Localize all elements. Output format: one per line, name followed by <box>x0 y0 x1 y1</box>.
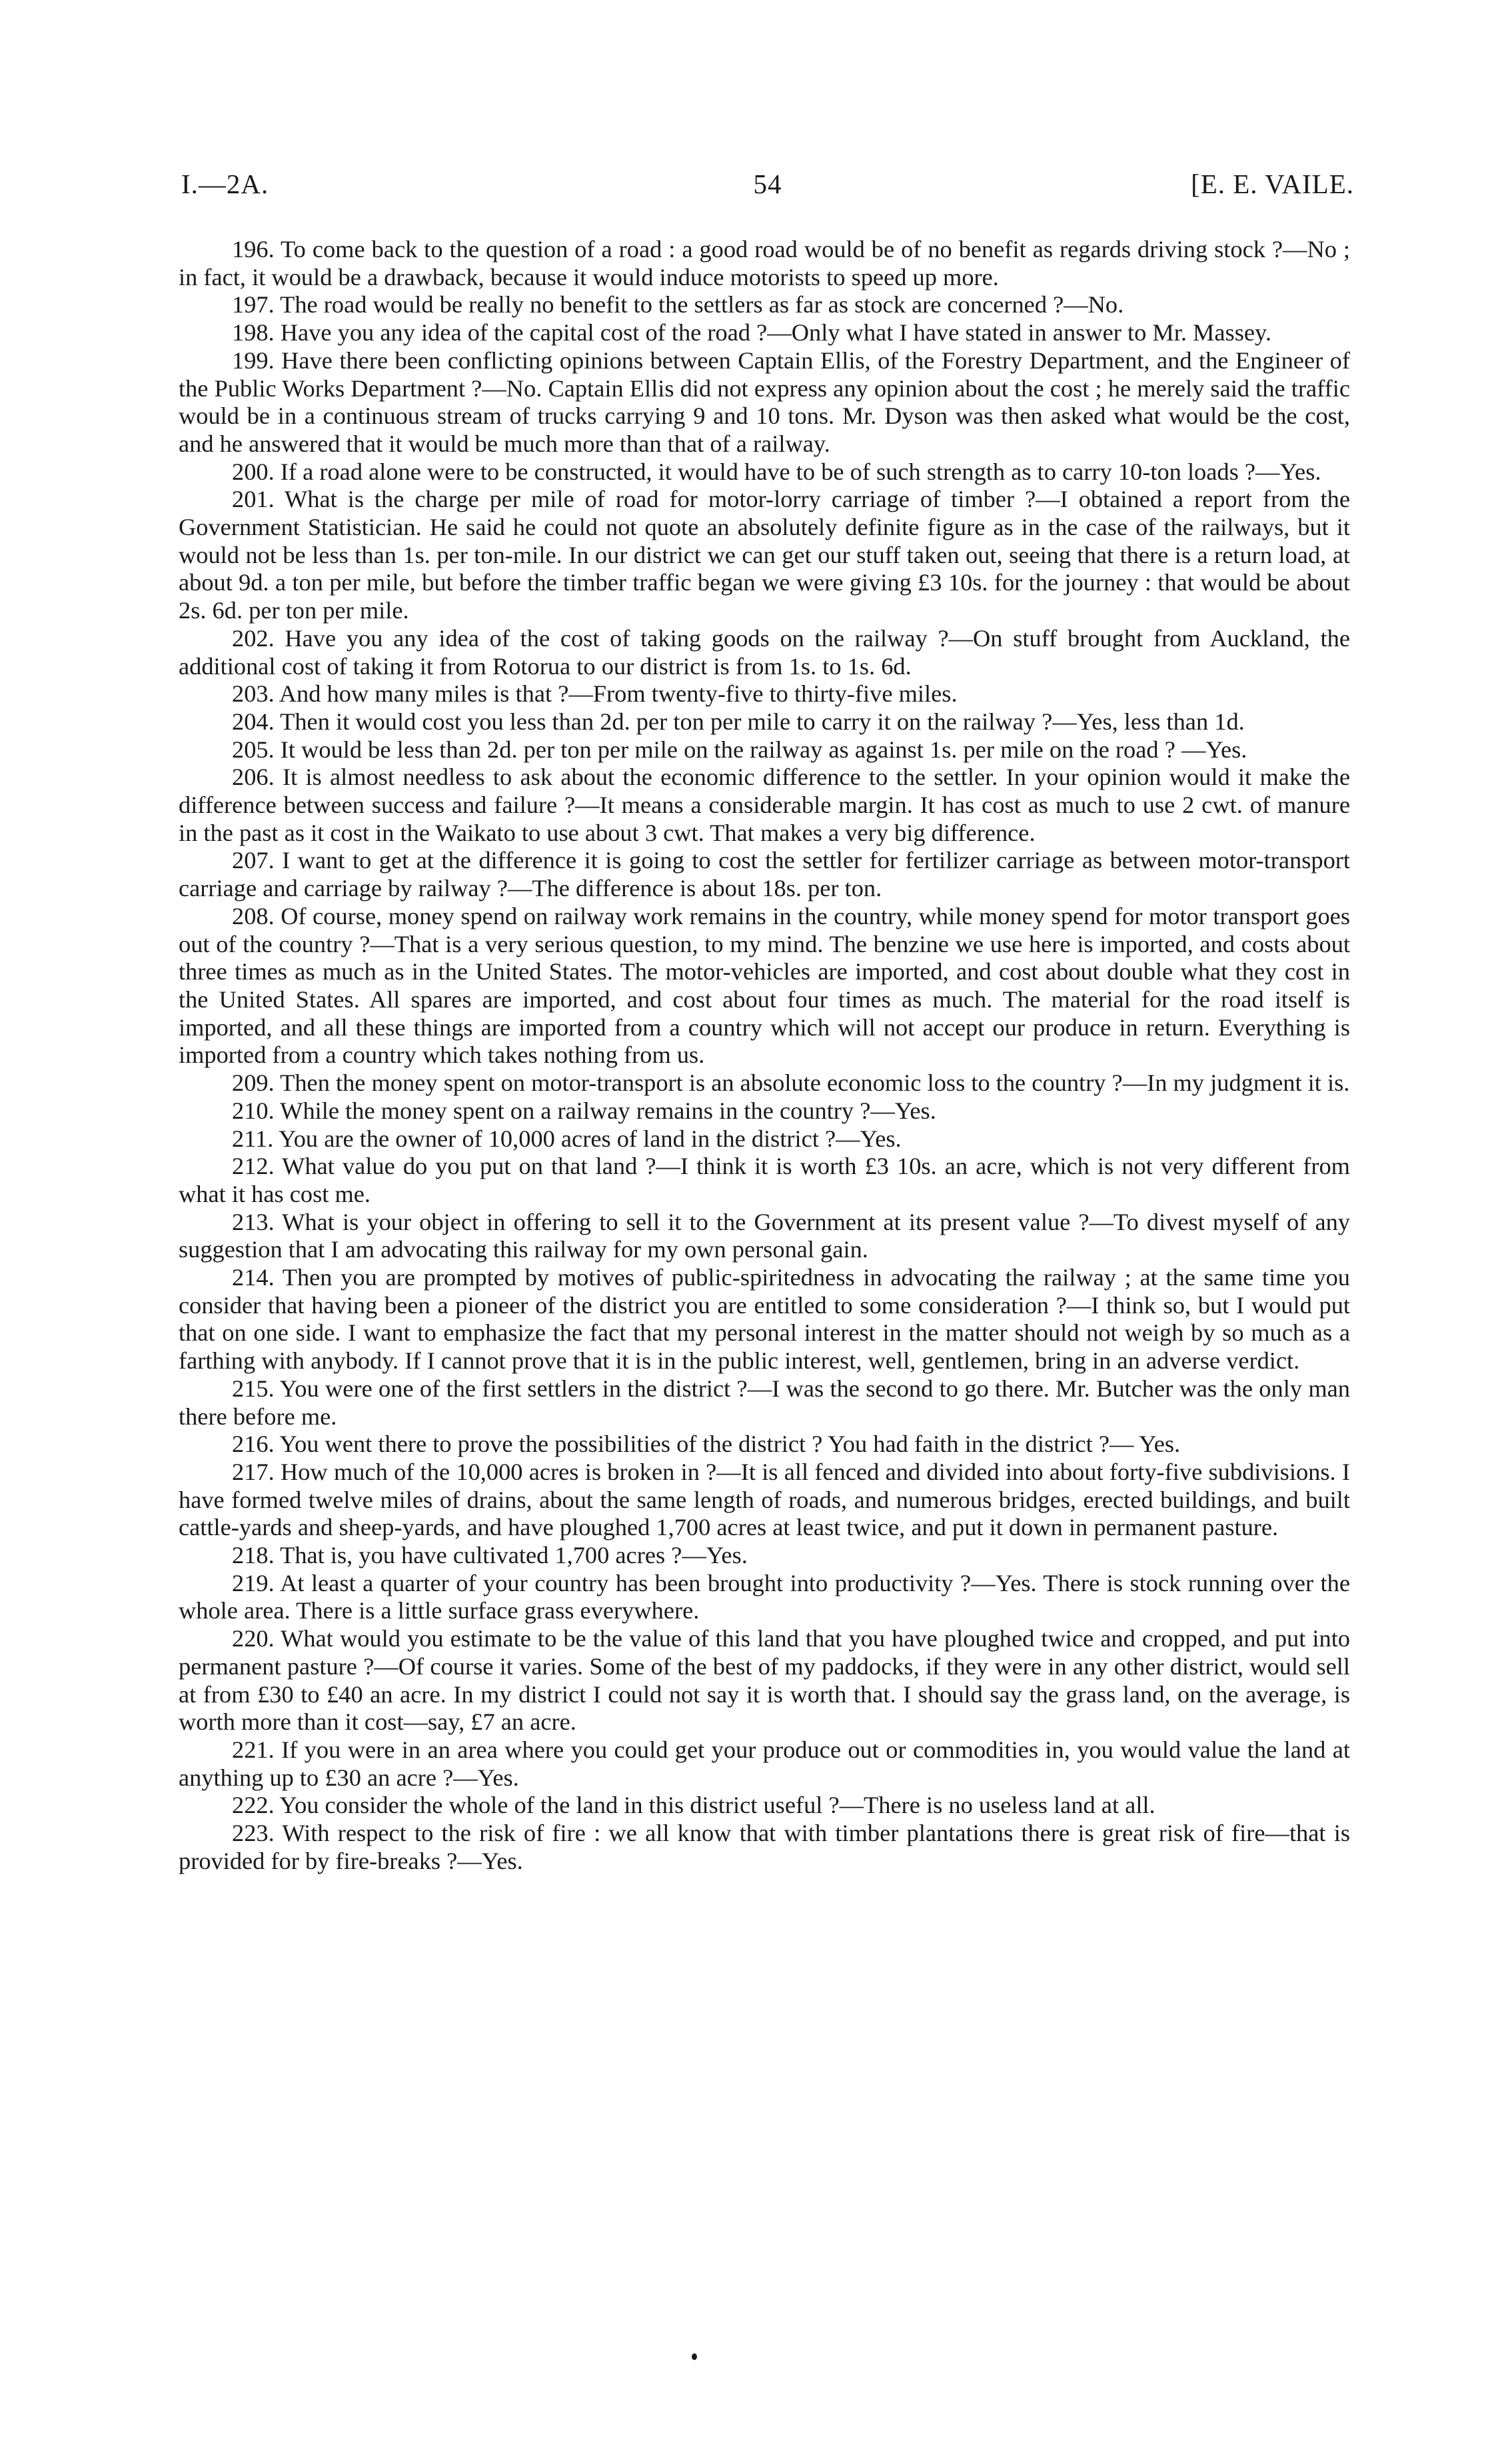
question-206: 206. It is almost needless to ask about the economic difference to the settler. In your opinion would it make the difference between success and failure ?—It means a considerable margin. It has cost as much to use 2 cwt. of manure in the past as it cost in the Waikato to use about 3 cwt. That makes a very big difference. <box>179 764 1350 846</box>
question-215: 215. You were one of the first settlers in the district ?—I was the second to go there. Mr. Butcher was the only man there before me. <box>179 1375 1350 1430</box>
question-212: 212. What value do you put on that land ?—I think it is worth £3 10s. an acre, which is not very different from what it has cost me. <box>179 1153 1350 1207</box>
question-218: 218. That is, you have cultivated 1,700 acres ?—Yes. <box>232 1542 748 1569</box>
question-202: 202. Have you any idea of the cost of taking goods on the railway ?—On stuff brought from Auckland, the additional cost of taking it from Rotorua to our district is from 1s. to 1s. 6d. <box>179 624 1350 680</box>
question-209: 209. Then the money spent on motor-transport is an absolute economic loss to the country ?—In my judgment it is. <box>232 1069 1350 1097</box>
question-204: 204. Then it would cost you less than 2d. per ton per mile to carry it on the railway ?—Yes, less than 1d. <box>232 708 1245 735</box>
question-211: 211. You are the owner of 10,000 acres of land in the district ?—Yes. <box>232 1125 902 1152</box>
document-reference: I.—2A. <box>181 169 269 199</box>
question-221: 221. If you were in an area where you could get your produce out or commodities in, you would value the land at anything up to £30 an acre ?—Yes. <box>179 1736 1350 1791</box>
question-214: 214. Then you are prompted by motives of public-spiritedness in advocating the railway ; at the same time you consider that having been a pioneer of the district you are entitled to some consideration ?—I think so, but I would put that on one side. I want to emphasize the fact that my personal interest in the matter should not weigh by so much as a farthing with anybody. If I cannot prove that it is in the public interest, well, gentlemen, bring in an adverse verdict. <box>179 1264 1350 1375</box>
question-205: 205. It would be less than 2d. per ton per mile on the railway as against 1s. per mile on the road ? —Yes. <box>232 736 1247 763</box>
question-207: 207. I want to get at the difference it is going to cost the settler for fertilizer carriage as between motor-transport carriage and carriage by railway ?—The difference is about 18s. per ton. <box>179 847 1350 902</box>
question-222: 222. You consider the whole of the land in this district useful ?—There is no useless land at all. <box>232 1792 1155 1819</box>
question-220: 220. What would you estimate to be the value of this land that you have ploughed twice and cropped, and put into permanent pasture ?—Of course it varies. Some of the best of my paddocks, if they were in any other district, would sell at from £30 to £40 an acre. In my district I could not say it is worth that. I should say the grass land, on the average, is worth more than it cost—say, £7 an acre. <box>179 1625 1350 1736</box>
question-216: 216. You went there to prove the possibilities of the district ? You had faith in the district ?— Yes. <box>232 1431 1181 1458</box>
question-196: 196. To come back to the question of a road : a good road would be of no benefit as regards driving stock ?—No ; in fact, it would be a drawback, because it would induce motorists to speed up more. <box>179 236 1350 291</box>
question-200: 200. If a road alone were to be constructed, it would have to be of such strength as to carry 10-ton loads ?—Yes. <box>232 458 1321 485</box>
question-198: 198. Have you any idea of the capital cost of the road ?—Only what I have stated in answer to Mr. Massey. <box>232 319 1271 346</box>
page-number: 54 <box>753 169 782 199</box>
page-header <box>181 168 1354 208</box>
question-217: 217. How much of the 10,000 acres is broken in ?—It is all fenced and divided into about forty-five subdivisions. I have formed twelve miles of drains, about the same length of roads, and numerous bridges, erected buildings, and built cattle-yards and sheep-yards, and have ploughed 1,700 acres at least twice, and put it down in permanent pasture. <box>179 1458 1350 1541</box>
question-203: 203. And how many miles is that ?—From twenty-five to thirty-five miles. <box>232 680 958 708</box>
witness-name: [E. E. VAILE. <box>1191 169 1354 199</box>
question-208: 208. Of course, money spend on railway work remains in the country, while money spend for motor transport goes out of the country ?—That is a very serious question, to my mind. The benzine we use here is imported, and costs about three times as much as in the United States. The motor-vehicles are imported, and cost about double what they cost in the United States. All spares are imported, and cost about four times as much. The material for the road itself is imported, and all these things are imported from a country which will not accept our produce in return. Everything is imported from a country which takes nothing from us. <box>179 902 1350 1069</box>
testimony-body <box>179 236 1350 1875</box>
question-213: 213. What is your object in offering to sell it to the Government at its present value ?—To divest myself of any suggestion that I am advocating this railway for my own personal gain. <box>179 1208 1350 1263</box>
question-197: 197. The road would be really no benefit to the settlers as far as stock are concerned ?—No. <box>232 291 1124 318</box>
ink-speck <box>692 2353 697 2360</box>
question-210: 210. While the money spent on a railway remains in the country ?—Yes. <box>232 1097 936 1124</box>
question-201: 201. What is the charge per mile of road for motor-lorry carriage of timber ?—I obtained a report from the Government Statistician. He said he could not quote an absolutely definite figure as in the case of the railways, but it would not be less than 1s. per ton-mile. In our district we can get our stuff taken out, seeing that there is a return load, at about 9d. a ton per mile, but before the timber traffic began we were giving £3 10s. for the journey : that would be about 2s. 6d. per ton per mile. <box>179 486 1350 624</box>
question-223: 223. With respect to the risk of fire : we all know that with timber plantations there is great risk of fire—that is provided for by fire-breaks ?—Yes. <box>179 1820 1350 1874</box>
question-219: 219. At least a quarter of your country has been brought into productivity ?—Yes. There is stock running over the whole area. There is a little surface grass everywhere. <box>179 1569 1350 1624</box>
question-199: 199. Have there been conflicting opinions between Captain Ellis, of the Forestry Department, and the Engineer of the Public Works Department ?—No. Captain Ellis did not express any opinion about the cost ; he merely said the traffic would be in a continuous stream of trucks carrying 9 and 10 tons. Mr. Dyson was then asked what would be the cost, and he answered that it would be much more than that of a railway. <box>179 346 1350 457</box>
